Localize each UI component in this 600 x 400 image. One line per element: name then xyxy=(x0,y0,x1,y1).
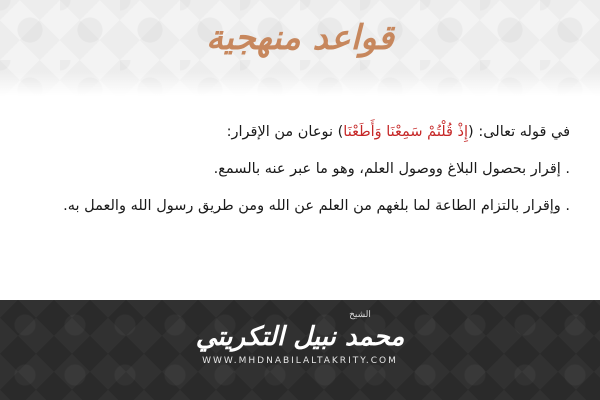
intro-prefix: في قوله تعالى: ( xyxy=(468,124,570,140)
header-fade xyxy=(0,72,600,96)
main-text xyxy=(32,118,570,229)
logo-title: الشيخ xyxy=(349,310,371,320)
paragraph-first-type: . إقرار بحصول البلاغ ووصول العلم، وهو ما عبر عنه بالسمع. xyxy=(213,161,570,177)
intro-suffix: ) نوعان من الإقرار: xyxy=(226,124,344,140)
logo-name: محمد نبيل التكريتي xyxy=(195,322,405,352)
footer-banner xyxy=(0,300,600,400)
quran-verse: إِذْ قُلْتُمْ سَمِعْنَا وَأَطَعْنَا xyxy=(343,124,469,140)
header-title: قواعد منهجية xyxy=(206,18,394,58)
website-url: WWW.MHDNABILALTAKRITY.COM xyxy=(202,356,398,366)
paragraph-intro xyxy=(32,118,570,146)
paragraph-second-type: . وإقرار بالتزام الطاعة لما بلغهم من العلم عن الله ومن طريق رسول الله والعمل به. xyxy=(63,198,570,214)
header-banner xyxy=(0,0,600,96)
signature-logo xyxy=(0,310,600,366)
